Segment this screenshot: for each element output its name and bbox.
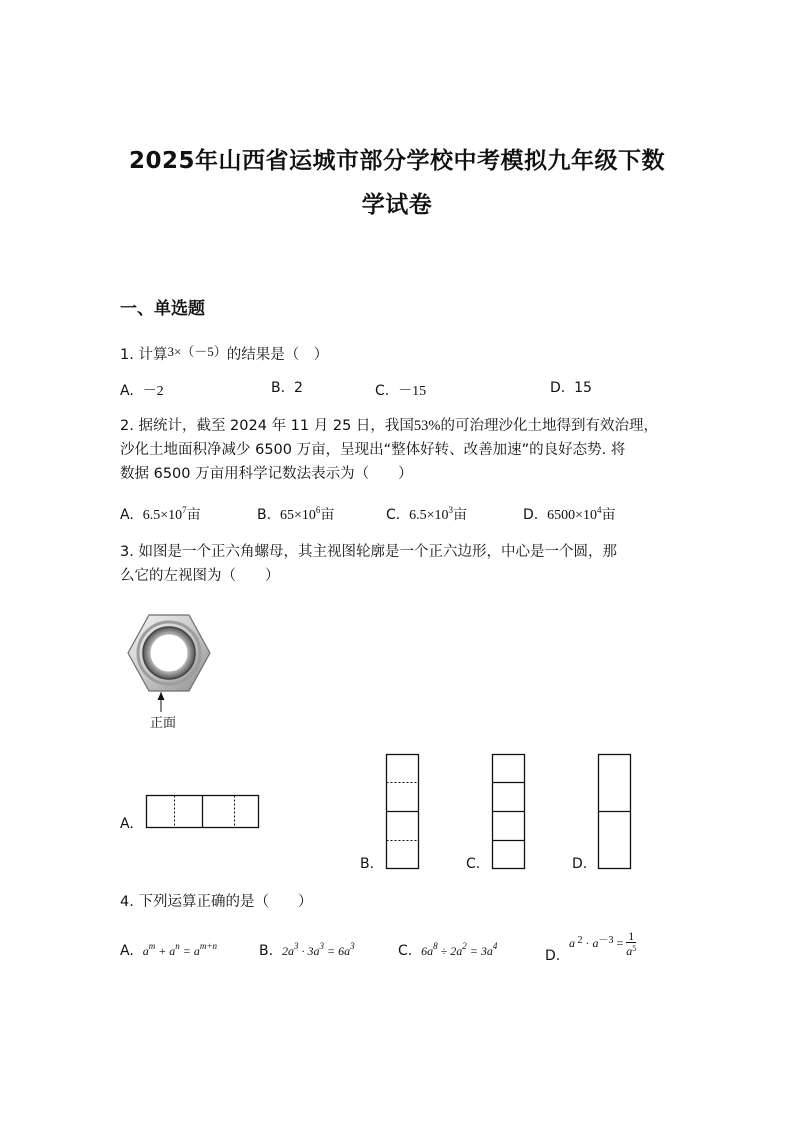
q3-option-b-figure	[385, 753, 421, 871]
question-2-line1	[120, 414, 658, 438]
q4-option-d-formula: a $^2 \cdot a^{-3}$ = $\frac{1}{a^5}$	[569, 929, 637, 958]
option-unit: 亩	[453, 507, 468, 523]
option-exponent: 3	[448, 505, 454, 515]
option-label: C.	[398, 943, 413, 959]
q2-option-b	[257, 504, 334, 524]
question-4: 4. 下列运算正确的是（ ）	[120, 894, 313, 910]
option-value: 2	[293, 380, 303, 396]
q3-option-d-label: D.	[572, 856, 588, 872]
q2-option-a	[120, 504, 201, 524]
option-label: B.	[259, 943, 274, 959]
question-1	[120, 340, 328, 367]
option-label: D.	[523, 507, 539, 523]
option-label: B.	[257, 507, 272, 523]
q3-option-c-label: C.	[466, 856, 481, 872]
question-2-line2: 沙化土地面积净减少 6500 万亩，呈现出“整体好转、改善加速”的良好态势. 将	[120, 442, 626, 458]
q4-option-c	[398, 941, 497, 959]
option-base: 6500×10	[547, 508, 598, 523]
exam-title-line2: 学试卷	[361, 192, 433, 218]
q3-option-c-figure	[491, 753, 527, 871]
q1-option-a	[120, 380, 164, 400]
option-value: 15	[574, 380, 592, 396]
q1-option-d	[550, 380, 592, 396]
q2-text: 的可治理沙化土地得到有效治理，	[440, 418, 658, 434]
q1-prefix: 1. 计算	[120, 347, 168, 363]
q1-expression: 3×（－5）	[167, 344, 227, 359]
option-label: A.	[120, 383, 134, 399]
q1-suffix: 的结果是（ ）	[226, 347, 329, 363]
question-3-line1: 3. 如图是一个正六角螺母，其主视图轮廓是一个正六边形，中心是一个圆，那	[120, 544, 617, 560]
option-label: B.	[271, 380, 286, 396]
q4-option-b-formula: $2a^3 \cdot 3a^3 = 6a^3$	[281, 941, 355, 958]
option-value: －15	[398, 384, 427, 399]
q2-option-d	[523, 504, 616, 524]
option-value: －2	[142, 384, 164, 399]
question-2-line3: 数据 6500 万亩用科学记数法表示为（ ）	[120, 466, 413, 482]
q2-percent: 53%	[413, 418, 441, 434]
q3-option-b-label: B.	[360, 856, 375, 872]
q4-option-c-formula: $6a^8 \div 2a^2 = 3a^4$	[421, 941, 498, 958]
option-label: D.	[550, 380, 566, 396]
option-base: 65×10	[279, 508, 316, 523]
option-label: C.	[386, 507, 401, 523]
q4-option-a	[120, 941, 217, 959]
q4-option-d-label: D.	[545, 948, 561, 964]
exam-title-line1: 2025年山西省运城市部分学校中考模拟九年级下数	[128, 148, 665, 174]
section-heading: 一、单选题	[120, 299, 205, 319]
option-base: 6.5×10	[409, 508, 449, 523]
q3-option-d-figure	[597, 753, 633, 871]
q2-option-c	[386, 504, 467, 524]
option-exponent: 6	[315, 505, 321, 515]
front-label: 正面	[150, 716, 177, 731]
q1-option-c	[375, 380, 426, 400]
option-unit: 亩	[320, 507, 335, 523]
option-exponent: 7	[182, 505, 187, 515]
q3-option-a-figure	[145, 794, 261, 830]
option-base: 6.5×10	[142, 508, 183, 523]
question-3-line2: 么它的左视图为（ ）	[120, 568, 280, 584]
q3-option-a-label: A.	[120, 816, 134, 832]
option-label: C.	[375, 383, 390, 399]
option-exponent: 4	[597, 505, 602, 515]
option-label: A.	[120, 943, 134, 959]
q4-option-a-formula: $a^m + a^n = a^{m+n}$	[142, 941, 217, 958]
option-label: A.	[120, 507, 134, 523]
q1-option-b	[271, 380, 303, 396]
q2-text: 2. 据统计，截至 2024 年 11 月 25 日，我国	[120, 418, 414, 434]
option-unit: 亩	[601, 507, 616, 523]
q4-option-b	[259, 941, 355, 959]
option-unit: 亩	[186, 507, 201, 523]
